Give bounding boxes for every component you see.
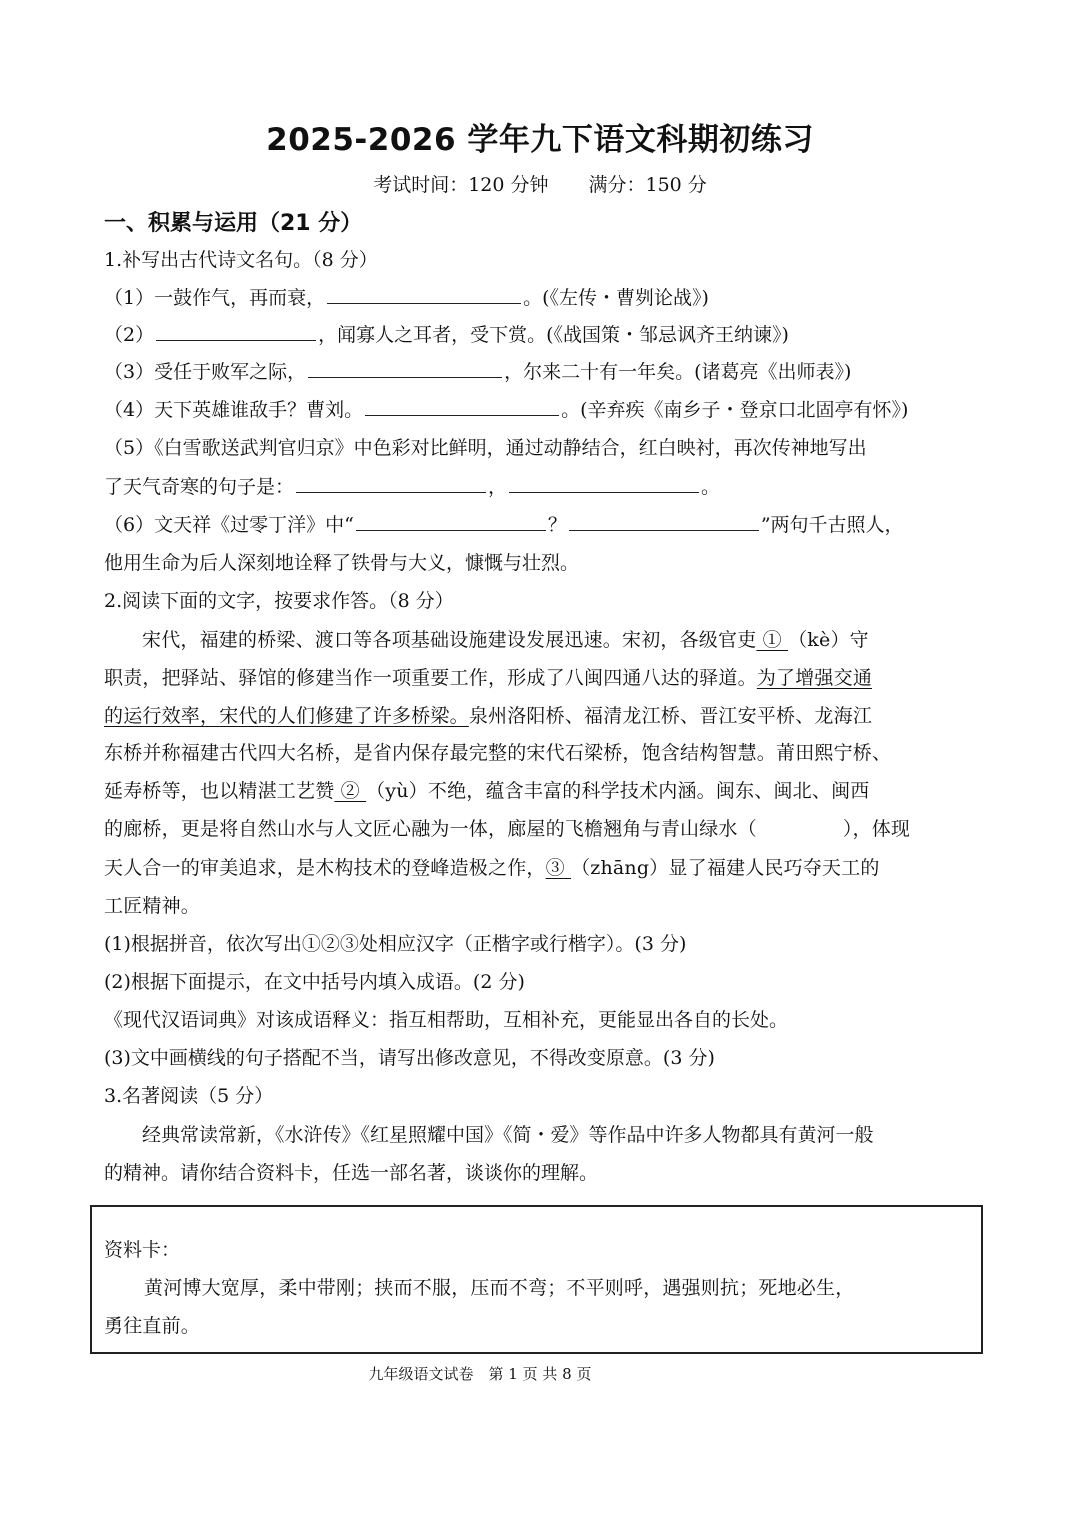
card-label: 资料卡： [104,1239,181,1261]
page-footer: 九年级语文试卷 第 1 页 共 8 页 [368,1365,592,1383]
passage-line-6: 的廊桥，更是将自然山水与人文匠心融为一体，廊屋的飞檐翘角与青山绿水（ ），体现 [104,818,911,840]
answer-blank[interactable] [509,474,699,493]
blank-mark-1: ① [756,629,789,651]
answer-blank[interactable] [569,512,759,531]
q1-item-2: （2） ，闻寡人之耳者，受下赏。(《战国策・邹忌讽齐王纳谏》) [104,324,789,346]
q1-item-4: （4）天下英雄谁敌手？曹刘。 。(辛弃疾《南乡子・登京口北固亭有怀》) [104,399,909,421]
passage-line-8: 工匠精神。 [104,895,201,917]
q1-item-6-line1: （6）文天祥《过零丁洋》中“ ？ ”两句千古照人， [104,514,904,536]
q2-sub3: (3)文中画横线的句子搭配不当，请写出修改意见，不得改变原意。(3 分) [104,1047,715,1069]
q1-item-6-line2: 他用生命为后人深刻地诠释了铁骨与大义，慷慨与壮烈。 [104,552,580,574]
full-score: 满分：150 分 [588,174,707,196]
q1-item-5-line2: 了天气奇寒的句子是： ， 。 [104,476,721,498]
section-heading: 一、积累与运用（21 分） [104,211,363,236]
q3-line-1: 经典常读常新，《水浒传》《红星照耀中国》《简・爱》等作品中许多人物都具有黄河一般 [142,1124,874,1146]
card-line-1: 黄河博大宽厚，柔中带刚；挟而不服，压而不弯；不平则呼，遇强则抗；死地必生， [144,1277,855,1299]
q1-item-5-line1: （5）《白雪歌送武判官归京》中色彩对比鲜明，通过动静结合，红白映衬，再次传神地写出 [104,437,867,459]
q2-stem: 2.阅读下面的文字，按要求作答。（8 分） [104,590,454,612]
passage-line-2: 职责，把驿站、驿馆的修建当作一项重要工作，形成了八闽四通八达的驿道。为了增强交通 [104,667,873,689]
q1-item-1: （1）一鼓作气，再而衰， 。(《左传・曹刿论战》) [104,287,709,309]
passage-line-3: 的运行效率，宋代的人们修建了许多桥梁。泉州洛阳桥、福清龙江桥、晋江安平桥、龙海江 [104,705,873,727]
q2-sub2-hint: 《现代汉语词典》对该成语释义：指互相帮助，互相补充，更能显出各自的长处。 [104,1009,789,1031]
answer-blank[interactable] [308,359,502,378]
answer-blank[interactable] [365,397,559,416]
card-line-2: 勇往直前。 [104,1315,201,1337]
passage-line-1: 宋代，福建的桥梁、渡口等各项基础设施建设发展迅速。宋初，各级官吏 ① （kè）守 [142,629,869,651]
q2-sub2: (2)根据下面提示，在文中括号内填入成语。(2 分) [104,971,525,993]
answer-blank[interactable] [296,474,486,493]
passage-line-4: 东桥并称福建古代四大名桥，是省内保存最完整的宋代石梁桥，饱含结构智慧。莆田熙宁桥、 [104,742,892,764]
underlined-sentence: 为了增强交通 [756,667,873,689]
q1-item-3: （3）受任于败军之际， ，尔来二十有一年矣。(诸葛亮《出师表》) [104,361,852,383]
passage-line-5: 延寿桥等，也以精湛工艺赞 ② （yù）不绝，蕴含丰富的科学技术内涵。闽东、闽北、闽西 [104,780,870,802]
answer-blank[interactable] [327,285,521,304]
underlined-sentence: 的运行效率，宋代的人们修建了许多桥梁。 [104,705,469,727]
q3-line-2: 的精神。请你结合资料卡，任选一部名著，谈谈你的理解。 [104,1162,599,1184]
passage-line-7: 天人合一的审美追求，是木构技术的登峰造极之作，③ （zhāng）显了福建人民巧夺天工的 [104,857,880,879]
blank-mark-3: ③ [545,857,572,879]
exam-time: 考试时间：120 分钟 [373,174,549,196]
answer-blank[interactable] [356,512,546,531]
exam-info [0,170,1080,197]
q1-stem: 1.补写出古代诗文名句。（8 分） [104,249,378,271]
q2-sub1: (1)根据拼音，依次写出①②③处相应汉字（正楷字或行楷字）。(3 分) [104,933,687,955]
blank-mark-2: ② [334,780,367,802]
answer-blank[interactable] [156,322,316,341]
info-card [90,1205,983,1354]
q3-stem: 3.名著阅读（5 分） [104,1085,274,1107]
page-title: 2025-2026 学年九下语文科期初练习 [266,122,814,158]
